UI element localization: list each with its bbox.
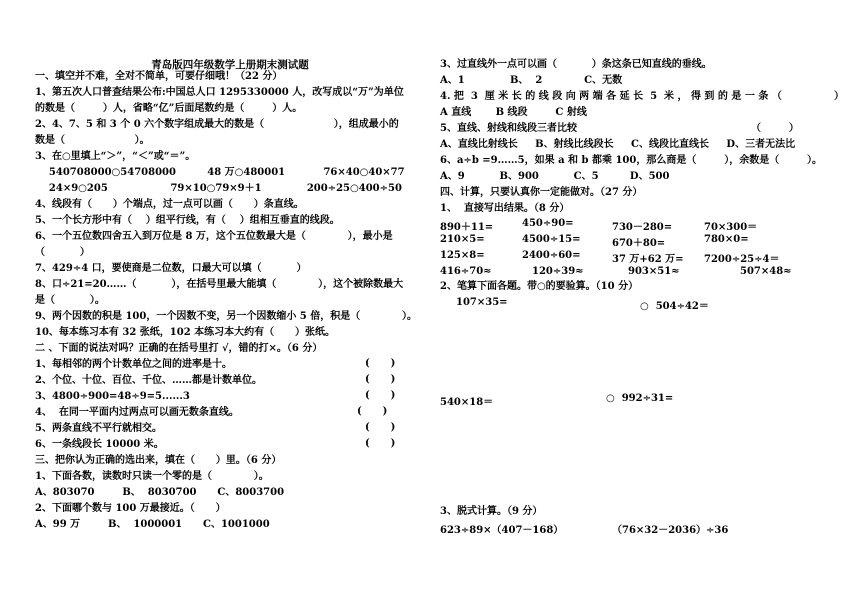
right-line: 1、 直接写出结果。（8 分）: [440, 203, 570, 214]
step-calc-item: （76×32－2036）÷36: [612, 525, 729, 536]
right-line: 6、a÷b =9……5，如果 a 和 b 都乘 100，那么商是（ ），余数是（ ）。: [440, 155, 823, 166]
right-line: A、1 B、 2 C、无数: [440, 75, 623, 86]
left-line: 3、4800÷900=48÷9=5......3: [35, 391, 190, 402]
step-calc-item: 623÷89×（407－168）: [440, 525, 564, 536]
left-line: 6、一个五位数四舍五入到万位是 8 万，这个五位数最大是（ ），最小是: [35, 231, 393, 242]
answer-paren: ( ): [365, 358, 396, 369]
calc-cell: 4500÷15=: [522, 234, 581, 245]
calc-cell: 2400÷60=: [522, 250, 581, 261]
calc-cell: 780×0=: [704, 234, 749, 245]
left-line: 5、一个长方形中有（ ）组平行线，有（ ）组相互垂直的线段。: [35, 215, 340, 226]
right-line: 4. 把 3 厘 米 长 的 线 段 向 两 端 各 延 长 5 米 ， 得 到 的 是 一 条 （ ）: [440, 91, 845, 102]
left-line: 3、在○里填上“＞”，“＜”或“＝”。: [35, 151, 196, 162]
calc-cell: 903×51≈: [628, 266, 680, 277]
left-line: 5、两条直线不平行就相交。: [35, 423, 162, 434]
calc-cell: 450÷90=: [522, 218, 574, 229]
calc-cell: 730－280=: [612, 222, 673, 233]
left-line: 的数是（ ）人，省略“亿”后面尾数约是（ ）人。: [35, 103, 303, 114]
right-line: 3、过直线外一点可以画（ ）条这条已知直线的垂线。: [440, 59, 712, 70]
calc-cell: 7200÷25÷4＝: [704, 254, 780, 265]
right-line: A、直线比射线长 B、射线比线段长 C、线段比直线长 D、三者无法比: [440, 139, 796, 150]
left-line: 4、 在同一平面内过两点可以画无数条直线。: [35, 407, 239, 418]
answer-paren: ( ): [365, 422, 396, 433]
answer-paren: ( ): [365, 374, 396, 385]
left-line: 1、下面各数，读数时只读一个零的是（ ）。: [35, 471, 269, 482]
vertical-item: 540×18＝: [440, 397, 494, 408]
left-line: 540708000○54708000 48 万○480001 76×40○40×77: [35, 167, 405, 178]
vertical-item: ○ 504÷42＝: [640, 301, 709, 312]
left-line: （ ）: [35, 247, 90, 258]
calc-cell: 120÷39≈: [532, 266, 584, 277]
left-line: 6、一条线段长 10000 米。: [35, 439, 164, 450]
vertical-item: 107×35=: [456, 297, 508, 308]
left-line: 10、每本练习本有 32 张纸，102 本练习本大约有（ ）张纸。: [35, 327, 336, 338]
left-line: 是（ ）。: [35, 295, 105, 306]
answer-paren: ( ): [365, 438, 396, 449]
right-line: 四、计算，只要认真你一定能做对。（27 分）: [440, 187, 643, 198]
left-line: 二 、下面的说法对吗？正确的在括号里打 √，错的打×。（6 分）: [35, 343, 323, 354]
left-line: 1、第五次人口普查结果公布:中国总人口 1295330000 人，改写成以“万”为单位: [35, 87, 404, 98]
left-line: 2、下面哪个数与 100 万最接近。（ ）: [35, 503, 226, 514]
vertical-calc-title: 2、笔算下面各题。带○的要验算。（10 分）: [440, 281, 639, 292]
left-line: 24×9○205 79×10○79×9＋1 200÷25○400÷50: [35, 183, 402, 194]
answer-paren: ( ): [365, 390, 396, 401]
left-line: 数是（ ）。: [35, 135, 150, 146]
right-line: A 直线 B 线段 C 射线: [440, 107, 587, 118]
calc-cell: 210×5=: [440, 234, 485, 245]
answer-paren: ( ): [357, 406, 388, 417]
exam-title: 青岛版四年级数学上册期末测试题: [151, 59, 309, 71]
left-line: 4、线段有（ ）个端点，过一点可以画（ ）条直线。: [35, 199, 304, 210]
left-line: A、803070 B、 8030700 C、8003700: [35, 487, 285, 498]
left-line: 7、429÷4 口，要使商是二位数，口最大可以填（ ）: [35, 263, 307, 274]
left-line: 9、两个因数的积是 100，一个因数不变，另一个因数缩小 5 倍，积是（ ）。: [35, 311, 418, 322]
vertical-item: ○ 992÷31=: [606, 393, 674, 404]
left-line: 2、4、7、5 和 3 个 0 六个数字组成最大的数是（ ），组成最小的: [35, 119, 399, 130]
calc-cell: 416÷70≈: [440, 266, 492, 277]
calc-cell: 37 万+62 万=: [612, 254, 684, 265]
left-line: 2、个位、十位、百位、千位、……都是计数单位。: [35, 375, 262, 386]
right-line: 5、直线、射线和线段三者比较 （ ）: [440, 123, 799, 134]
right-line: A、9 B、900 C、5 D、500: [440, 171, 670, 182]
left-line: A、99 万 B、 1000001 C、1001000: [35, 519, 270, 530]
calc-cell: 890＋11=: [440, 222, 494, 233]
calc-cell: 70×300＝: [704, 222, 758, 233]
calc-cell: 507×48≈: [740, 266, 792, 277]
calc-cell: 670＋80=: [612, 238, 666, 249]
step-calc-title: 3、脱式计算。（9 分）: [440, 506, 543, 517]
calc-cell: 125×8=: [440, 250, 485, 261]
left-column: [35, 0, 425, 608]
left-line: 三、把你认为正确的选出来，填在（ ）里。（6 分）: [35, 455, 282, 466]
right-column: [440, 0, 845, 608]
left-line: 1、每相邻的两个计数单位之间的进率是十。: [35, 359, 232, 370]
left-line: 一、填空并不难，全对不简单，可要仔细哦！（22 分）: [35, 71, 283, 82]
left-line: 8、口÷21=20……（ ），在括号里最大能填（ ），这个被除数最大: [35, 279, 404, 290]
